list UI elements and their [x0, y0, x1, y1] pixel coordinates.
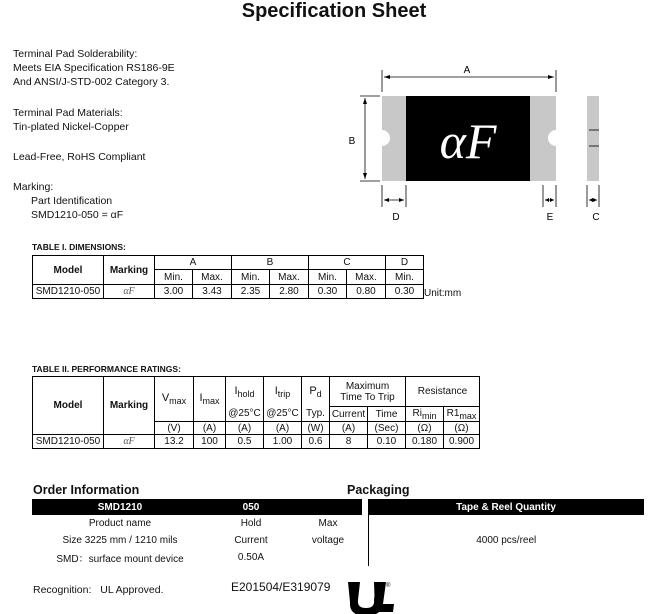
- dim-e-arrow-left: [545, 198, 549, 202]
- table-row: [33, 285, 424, 299]
- t2-marking: αF: [104, 435, 155, 449]
- t2-ttt-header: Maximum Time To Trip: [330, 377, 406, 407]
- t1-sub: Min.: [386, 270, 424, 285]
- dim-b-arrow-bottom: [363, 173, 367, 179]
- registered-mark: ®: [386, 583, 391, 589]
- marking-label: Marking:: [13, 181, 54, 193]
- t1-group-a: A: [155, 256, 232, 270]
- side-view: [587, 96, 599, 181]
- t2-unit: (W): [302, 422, 330, 435]
- t2-cell: 8: [330, 435, 368, 449]
- t2-cell: 0.900: [444, 435, 480, 449]
- chip-marking: αF: [439, 113, 497, 169]
- t2-at25-1: @25°C: [226, 407, 264, 422]
- solderability-notes: [13, 47, 175, 89]
- t2-current: Current: [330, 407, 368, 422]
- t2-r1max: $R1_{max}$: [444, 407, 480, 422]
- t2-unit: (Sec): [368, 422, 406, 435]
- t2-at25-2: @25°C: [264, 407, 302, 422]
- order-heading: Order Information: [33, 483, 140, 497]
- dim-b-label: B: [348, 136, 356, 147]
- t2-ihold-header: $I_{hold}$: [226, 377, 264, 407]
- order-bar-spacer: [294, 499, 362, 515]
- dim-a-label: A: [463, 65, 471, 76]
- t1-cell: 2.80: [270, 285, 309, 299]
- dim-c-label: C: [592, 212, 600, 223]
- solder-label: Terminal Pad Solderability:: [13, 48, 138, 60]
- t2-unit: (A): [226, 422, 264, 435]
- dim-d-label: D: [392, 212, 400, 223]
- order-gap: [362, 549, 368, 566]
- t2-time: Time: [368, 407, 406, 422]
- t1-cell: 2.35: [232, 285, 270, 299]
- t1-group-c: C: [309, 256, 386, 270]
- order-max: Max: [318, 518, 338, 529]
- t1-cell: 0.80: [347, 285, 386, 299]
- order-empty: [294, 549, 362, 566]
- t2-typ: Typ.: [302, 407, 330, 422]
- dim-a-arrow-left: [384, 75, 390, 79]
- recognition-files: E201504/E319079: [231, 580, 331, 594]
- t1-unit: Unit:mm: [424, 288, 462, 299]
- t2-resistance-header: Resistance: [406, 377, 480, 407]
- dimensions-table: [32, 255, 424, 299]
- order-hold: Hold: [240, 518, 262, 529]
- materials-notes: [13, 106, 129, 134]
- t2-cell: 0.5: [226, 435, 264, 449]
- dim-d-arrow-left: [384, 198, 389, 202]
- t2-unit: (V): [155, 422, 194, 435]
- t2-vmax-header: $V_{max}$: [155, 377, 194, 422]
- t1-group-d: D: [386, 256, 424, 270]
- ul-logo-icon: [346, 578, 396, 614]
- t2-marking-header: Marking: [104, 377, 155, 435]
- dim-c-arrow-right: [593, 198, 597, 202]
- dim-e-label: E: [546, 212, 554, 223]
- t1-sub: Max.: [270, 270, 309, 285]
- order-size: Size 3225 mm / 1210 mils: [62, 535, 178, 546]
- dim-d-arrow-right: [399, 198, 404, 202]
- packaging-value: 4000 pcs/reel: [368, 515, 644, 566]
- t1-group-b: B: [232, 256, 309, 270]
- order-bar-model: SMD1210: [32, 499, 208, 515]
- table1-caption: TABLE I. DIMENSIONS:: [32, 242, 126, 252]
- t1-sub: Max.: [193, 270, 232, 285]
- order-bar-code: 050: [208, 499, 294, 515]
- t2-cell: 100: [194, 435, 226, 449]
- part-id-label: Part Identification: [31, 195, 113, 207]
- ul-logo: [346, 578, 396, 614]
- t1-marking: αF: [104, 285, 155, 299]
- t1-model: SMD1210-050: [33, 285, 104, 299]
- t2-pd-header: $P_d$: [302, 377, 330, 407]
- performance-table: [32, 376, 480, 449]
- table-row: [33, 435, 480, 449]
- t2-cell: 0.10: [368, 435, 406, 449]
- dim-c-arrow-left: [589, 198, 593, 202]
- t2-unit: (Ω): [444, 422, 480, 435]
- t2-model-header: Model: [33, 377, 104, 435]
- order-smd: SMD：surface mount device: [56, 554, 184, 565]
- materials-label: Terminal Pad Materials:: [13, 107, 123, 119]
- order-current: Current: [234, 535, 268, 546]
- component-diagram: [340, 60, 620, 230]
- table2-caption: TABLE II. PERFORMANCE RATINGS:: [32, 364, 181, 374]
- order-hold-value: 0.50A: [237, 552, 265, 563]
- order-table: [32, 499, 644, 566]
- dim-a-arrow-right: [548, 75, 554, 79]
- recognition-value: UL Approved.: [100, 584, 164, 596]
- materials-value: Tin-plated Nickel-Copper: [13, 121, 129, 133]
- order-voltage: voltage: [311, 535, 345, 546]
- packaging-bar: Tape & Reel Quantity: [368, 499, 644, 515]
- order-gap: [362, 532, 368, 549]
- page-title: Specification Sheet: [241, 0, 427, 22]
- t2-unit: (A): [194, 422, 226, 435]
- t1-sub: Min.: [309, 270, 347, 285]
- t2-cell: 0.6: [302, 435, 330, 449]
- t1-model-header: Model: [33, 256, 104, 285]
- t1-cell: 3.00: [155, 285, 193, 299]
- recognition-line: [33, 583, 164, 597]
- t1-cell: 0.30: [309, 285, 347, 299]
- t2-model: SMD1210-050: [33, 435, 104, 449]
- t2-itrip-header: $I_{trip}$: [264, 377, 302, 407]
- t2-cell: 1.00: [264, 435, 302, 449]
- dim-b-arrow-top: [363, 98, 367, 104]
- t2-imax-header: $I_{max}$: [194, 377, 226, 422]
- t1-sub: Min.: [232, 270, 270, 285]
- t2-unit: (A): [264, 422, 302, 435]
- dim-e-arrow-right: [550, 198, 554, 202]
- t2-rimin: $Ri_{min}$: [406, 407, 444, 422]
- t1-sub: Max.: [347, 270, 386, 285]
- packaging-heading: Packaging: [347, 483, 410, 497]
- solder-line3: And ANSI/J-STD-002 Category 3.: [13, 76, 170, 88]
- t2-cell: 13.2: [155, 435, 194, 449]
- marking-notes: [13, 180, 123, 222]
- recognition-label: Recognition:: [33, 584, 92, 596]
- t1-sub: Min.: [155, 270, 193, 285]
- leadfree-note: Lead-Free, RoHS Compliant: [13, 151, 146, 163]
- part-id-value: SMD1210-050 = αF: [31, 209, 124, 221]
- t2-cell: 0.180: [406, 435, 444, 449]
- t1-cell: 0.30: [386, 285, 424, 299]
- order-product-name: Product name: [88, 518, 152, 529]
- t1-marking-header: Marking: [104, 256, 155, 285]
- t1-cell: 3.43: [193, 285, 232, 299]
- t2-unit: (Ω): [406, 422, 444, 435]
- solder-line2: Meets EIA Specification RS186-9E: [13, 62, 175, 74]
- t2-unit: (A): [330, 422, 368, 435]
